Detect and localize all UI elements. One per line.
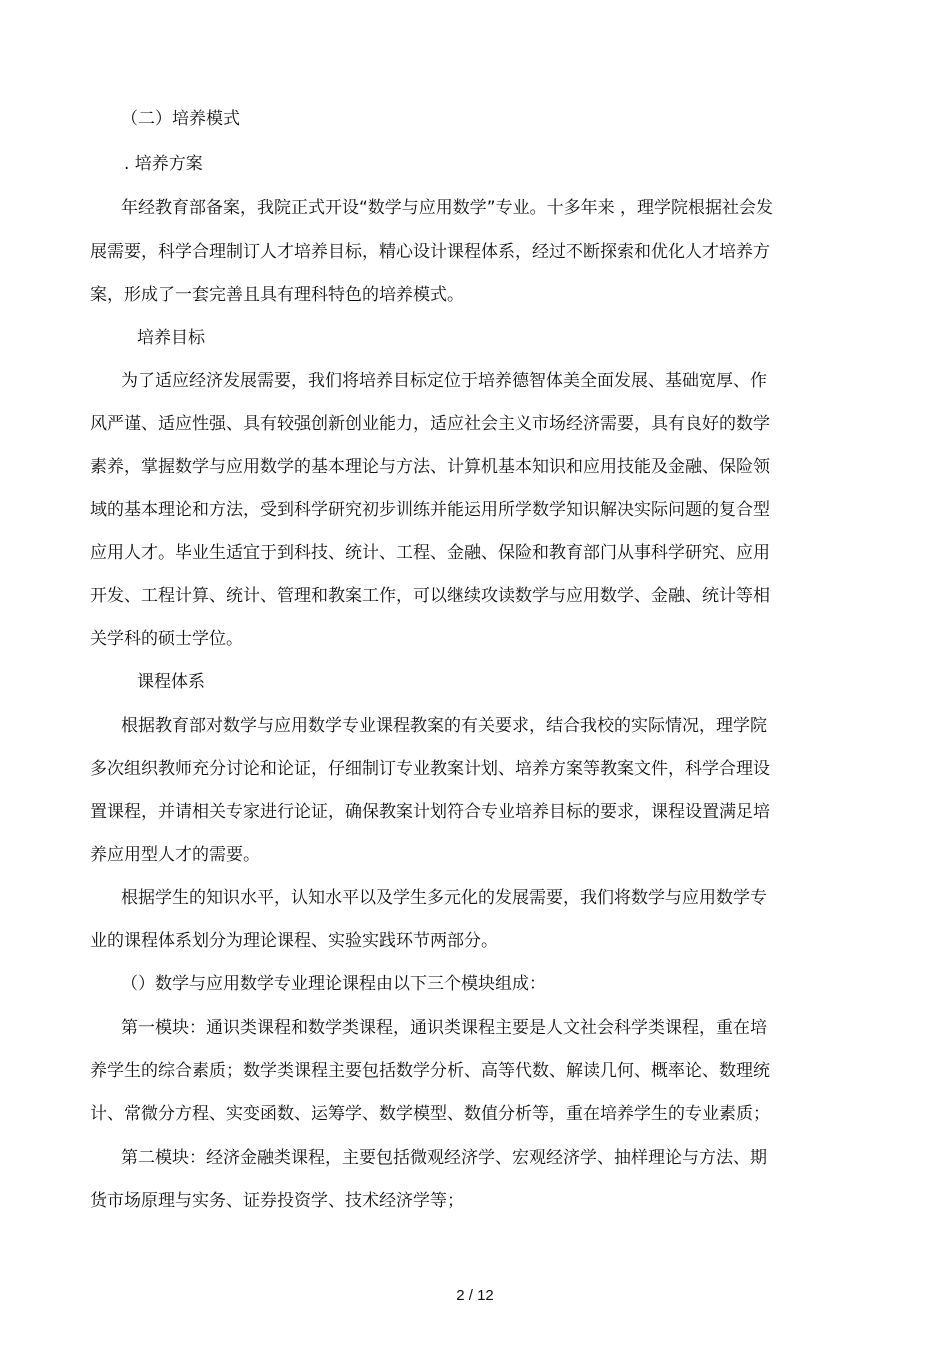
body-line: 为了适应经济发展需要，我们将培养目标定位于培养德智体美全面发展、基础宽厚、作 (121, 371, 767, 391)
body-line: 应用人才。毕业生适宜于到科技、统计、工程、金融、保险和教育部门从事科学研究、应用 (90, 543, 770, 563)
body-line: 第二模块：经济金融类课程，主要包括微观经济学、宏观经济学、抽样理论与方法、期 (121, 1148, 767, 1168)
body-line: 域的基本理论和方法，受到科学研究初步训练并能运用所学数学知识解决实际问题的复合型 (90, 500, 770, 520)
body-line: 素养，掌握数学与应用数学的基本理论与方法、计算机基本知识和应用技能及金融、保险领 (90, 457, 770, 477)
body-line: 开发、工程计算、统计、管理和教案工作，可以继续攻读数学与应用数学、金融、统计等相 (90, 586, 770, 606)
page-number: 2 / 12 (456, 1287, 494, 1304)
heading-training-goal: 培养目标 (137, 328, 205, 348)
body-line: 年经教育部备案，我院正式开设“数学与应用数学”专业。十多年来 ，理学院根据社会发 (121, 198, 774, 218)
body-line: 计、常微分方程、实变函数、运筹学、数学模型、数值分析等，重在培养学生的专业素质； (90, 1104, 770, 1124)
heading-training-plan: . 培养方案 (124, 154, 203, 174)
body-line: 根据教育部对数学与应用数学专业课程教案的有关要求，结合我校的实际情况，理学院 (121, 716, 767, 736)
body-line: 养学生的综合素质；数学类课程主要包括数学分析、高等代数、解读几何、概率论、数理统 (90, 1061, 770, 1081)
body-line: 货市场原理与实务、证券投资学、技术经济学等； (90, 1191, 464, 1211)
body-line: 多次组织教师充分讨论和论证，仔细制订专业教案计划、培养方案等教案文件，科学合理设 (90, 759, 770, 779)
heading-training-mode: （二）培养模式 (121, 109, 240, 129)
body-line: （）数学与应用数学专业理论课程由以下三个模块组成： (121, 974, 546, 994)
body-line: 业的课程体系划分为理论课程、实验实践环节两部分。 (90, 931, 498, 951)
body-line: 案，形成了一套完善且具有理科特色的培养模式。 (90, 285, 464, 305)
body-line: 置课程，并请相关专家进行论证，确保教案计划符合专业培养目标的要求，课程设置满足培 (90, 802, 770, 822)
body-line: 根据学生的知识水平，认知水平以及学生多元化的发展需要，我们将数学与应用数学专 (121, 888, 767, 908)
heading-curriculum: 课程体系 (137, 672, 205, 692)
body-line: 养应用型人才的需要。 (90, 845, 260, 865)
body-line: 第一模块：通识类课程和数学类课程，通识类课程主要是人文社会科学类课程，重在培 (121, 1018, 767, 1038)
body-line: 风严谨、适应性强、具有较强创新创业能力，适应社会主义市场经济需要，具有良好的数学 (90, 414, 770, 434)
body-line: 展需要，科学合理制订人才培养目标，精心设计课程体系，经过不断探索和优化人才培养方 (90, 242, 770, 262)
body-line: 关学科的硕士学位。 (90, 629, 243, 649)
